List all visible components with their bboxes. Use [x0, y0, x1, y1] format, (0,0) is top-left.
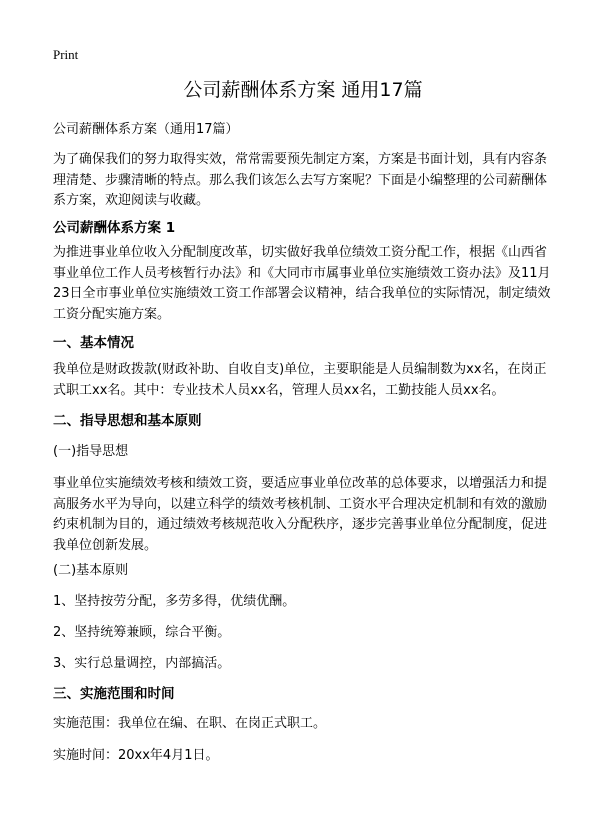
principle-item-1: 1、坚持按劳分配，多劳多得，优绩优酬。 — [53, 594, 296, 609]
section-heading-1: 公司薪酬体系方案 1 — [53, 220, 176, 236]
guiding-thought-paragraph: 事业单位实施绩效考核和绩效工资，要适应事业单位改革的总体要求，以增强活力和提高服务水平为导向，以建立科学的绩效考核机制、工资水平合理决定机制和有效的激励约束机制为目的，通过绩效考核规范收入分配秩序，逐步完善事业单位分配制度，促进我单位创新发展。 — [53, 476, 548, 553]
principle-item-2: 2、坚持统筹兼顾，综合平衡。 — [53, 625, 231, 640]
subheading-basic-principles: (二)基本原则 — [53, 563, 129, 578]
heading-guiding-principles: 二、指导思想和基本原则 — [53, 413, 202, 429]
page-title: 公司薪酬体系方案 通用17篇 — [183, 79, 423, 101]
principle-item-3: 3、实行总量调控，内部搞活。 — [53, 656, 231, 671]
time-line: 实施时间：20xx年4月1日。 — [53, 748, 219, 763]
intro-paragraph: 为了确保我们的努力取得实效，常常需要预先制定方案，方案是书面计划，具有内容条理清楚、步骤清晰的特点。那么我们该怎么去写方案呢？下面是小编整理的公司薪酬体系方案，欢迎阅读与收藏。 — [53, 152, 548, 208]
section1-paragraph: 为推进事业单位收入分配制度改革，切实做好我单位绩效工资分配工作，根据《山西省事业单位工作人员考核暂行办法》和《大同市市属事业单位实施绩效工资办法》及11月23日全市事业单位实施绩效工资工作部署会议精神，结合我单位的实际情况，制定绩效工资分配实施方案。 — [53, 245, 551, 322]
basic-situation-paragraph: 我单位是财政拨款(财政补助、自收自支)单位，主要职能是人员编制数为xx名，在岗正式职工xx名。其中：专业技术人员xx名，管理人员xx名，工勤技能人员xx名。 — [53, 362, 547, 398]
print-link[interactable]: Print — [53, 47, 79, 62]
scope-line: 实施范围：我单位在编、在职、在岗正式职工。 — [53, 716, 327, 731]
subheading-guiding-thought: (一)指导思想 — [53, 444, 129, 459]
heading-basic-situation: 一、基本情况 — [53, 335, 134, 351]
document-subtitle: 公司薪酬体系方案（通用17篇） — [53, 122, 239, 137]
heading-scope-and-time: 三、实施范围和时间 — [53, 686, 175, 702]
